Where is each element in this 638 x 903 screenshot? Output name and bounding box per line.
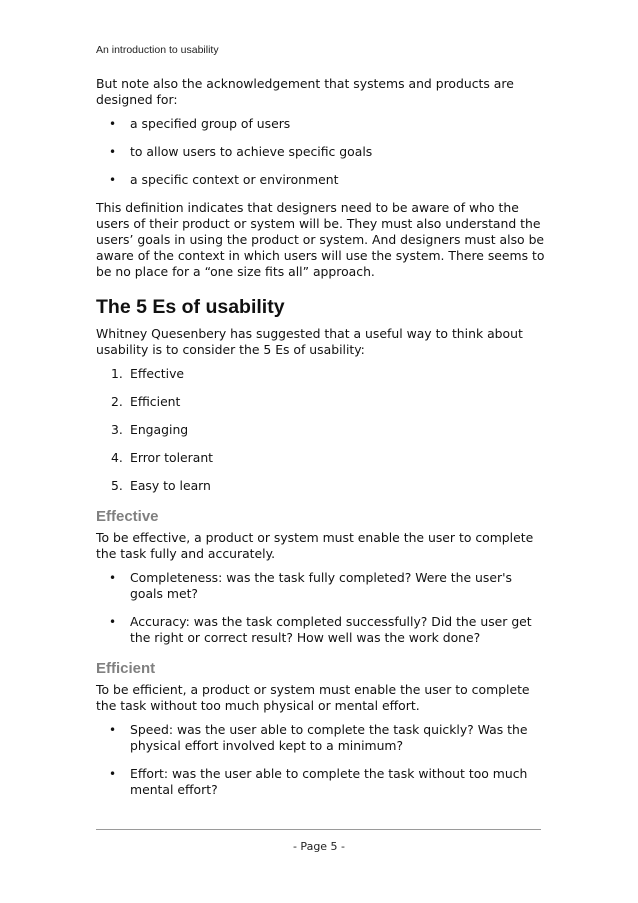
intro-paragraph: But note also the acknowledgement that systems and products are designed for: [96,76,514,107]
bullet-icon: • [109,117,117,131]
list-item: 4. Error tolerant [111,450,214,465]
bullet-icon: • [109,767,117,781]
list-item: 5. Easy to learn [111,478,211,493]
subheading-efficient: Efficient [96,660,156,677]
list-item: • a specified group of users [109,116,291,131]
list-item: 1. Effective [111,366,185,381]
list-item: 3. Engaging [111,422,189,437]
list-item: • Accuracy: was the task completed successfully? Did the user get the right or correct result? How well was the work done? [109,614,532,645]
running-header: An introduction to usability [96,44,219,56]
effective-bullet-list [96,570,548,646]
efficient-bullet-list [96,722,548,798]
bullet-icon: • [109,723,117,737]
five-es-list [96,366,548,494]
list-item: • Speed: was the user able to complete the task quickly? Was the physical effort involved kept to a minimum? [109,722,528,753]
bullet-icon: • [109,145,117,159]
list-item: 2. Efficient [111,394,181,409]
list-item: • Completeness: was the task fully completed? Were the user's goals met? [109,570,512,601]
bullet-icon: • [109,173,117,187]
bullet-icon: • [109,615,117,629]
definition-paragraph: This definition indicates that designers need to be aware of who the users of their product or system will be. They must also understand the users’ goals in using the product or system. And designers must also be aware of the context in which users will use the system. There seems to be no place for a “one size fits all” approach. [96,200,545,279]
section-heading-5-es: The 5 Es of usability [96,296,285,318]
footer-divider [96,829,541,830]
list-item: • to allow users to achieve specific goals [109,144,373,159]
five-es-intro: Whitney Quesenbery has suggested that a useful way to think about usability is to consider the 5 Es of usability: [96,326,523,357]
subheading-effective: Effective [96,508,159,525]
page-number: - Page 5 - [292,840,346,853]
list-item: • Effort: was the user able to complete the task without too much mental effort? [109,766,528,797]
efficient-paragraph: To be efficient, a product or system must enable the user to complete the task without too much physical or mental effort. [96,682,530,713]
design-bullet-list [96,116,548,188]
bullet-icon: • [109,571,117,585]
effective-paragraph: To be effective, a product or system must enable the user to complete the task fully and accurately. [96,530,534,561]
page-body [96,76,548,810]
list-item: • a specific context or environment [109,172,339,187]
